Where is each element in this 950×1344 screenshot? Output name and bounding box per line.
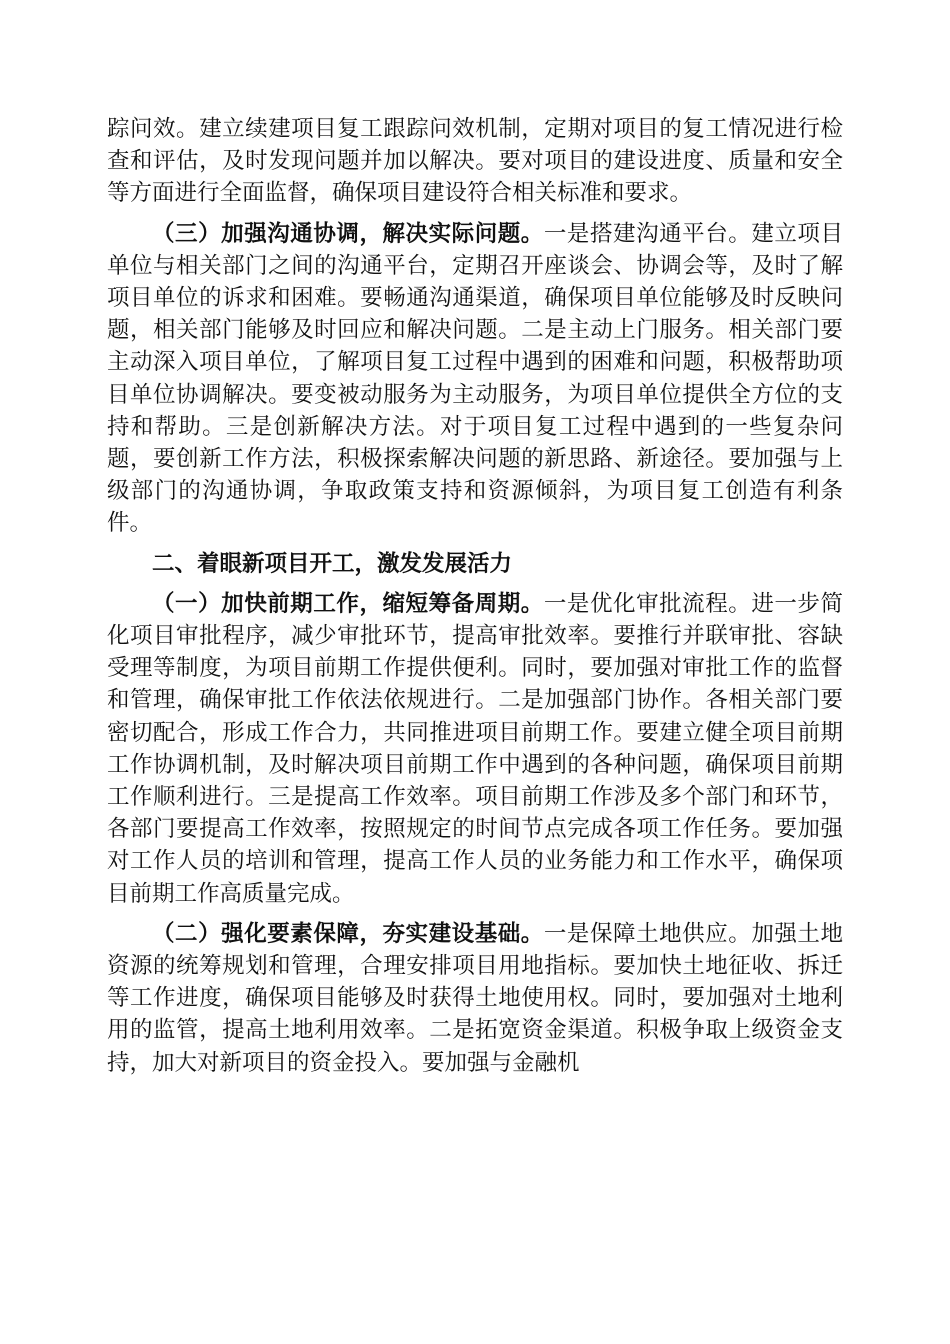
paragraph-communication bbox=[107, 218, 843, 540]
paragraph-lead-communication: （三）加强沟通协调，解决实际问题。 bbox=[152, 220, 544, 247]
paragraph-lead-preliminary-work: （一）加快前期工作，缩短筹备周期。 bbox=[152, 590, 544, 617]
paragraph-factor-guarantee bbox=[107, 918, 843, 1079]
paragraph-lead-factor-guarantee: （二）强化要素保障，夯实建设基础。 bbox=[152, 920, 544, 947]
paragraph-continuation: 踪问效。建立续建项目复工跟踪问效机制，定期对项目的复工情况进行检查和评估，及时发现问题并加以解决。要对项目的建设进度、质量和安全等方面进行全面监督，确保项目建设符合相关标准和要求。 bbox=[107, 116, 843, 207]
paragraph-preliminary-work bbox=[107, 588, 843, 910]
paragraph-body-communication: 一是搭建沟通平台。建立项目单位与相关部门之间的沟通平台，定期召开座谈会、协调会等，及时了解项目单位的诉求和困难。要畅通沟通渠道，确保项目单位能够及时反映问题，相关部门能够及时回应和解决问题。二是主动上门服务。相关部门要主动深入项目单位，了解项目复工过程中遇到的困难和问题，积极帮助项目单位协调解决。要变被动服务为主动服务，为项目单位提供全方位的支持和帮助。三是创新解决方法。对于项目复工过程中遇到的一些复杂问题，要创新工作方法，积极探索解决问题的新思路、新途径。要加强与上级部门的沟通协调，争取政策支持和资源倾斜，为项目复工创造有利条件。 bbox=[107, 220, 843, 537]
section-heading: 二、着眼新项目开工，激发发展活力 bbox=[152, 550, 513, 577]
document-body bbox=[107, 113, 843, 1079]
paragraph-body-factor-guarantee: 一是保障土地供应。加强土地资源的统筹规划和管理，合理安排项目用地指标。要加快土地征收、拆迁等工作进度，确保项目能够及时获得土地使用权。同时，要加强对土地利用的监管，提高土地利用效率。二是拓宽资金渠道。积极争取上级资金支持，加大对新项目的资金投入。要加强与金融机 bbox=[107, 920, 843, 1076]
paragraph-body-preliminary-work: 一是优化审批流程。进一步简化项目审批程序，减少审批环节，提高审批效率。要推行并联审批、容缺受理等制度，为项目前期工作提供便利。同时，要加强对审批工作的监督和管理，确保审批工作依法依规进行。二是加强部门协作。各相关部门要密切配合，形成工作合力，共同推进项目前期工作。要建立健全项目前期工作协调机制，及时解决项目前期工作中遇到的各种问题，确保项目前期工作顺利进行。三是提高工作效率。项目前期工作涉及多个部门和环节，各部门要提高工作效率，按照规定的时间节点完成各项工作任务。要加强对工作人员的培训和管理，提高工作人员的业务能力和工作水平，确保项目前期工作高质量完成。 bbox=[107, 590, 843, 907]
